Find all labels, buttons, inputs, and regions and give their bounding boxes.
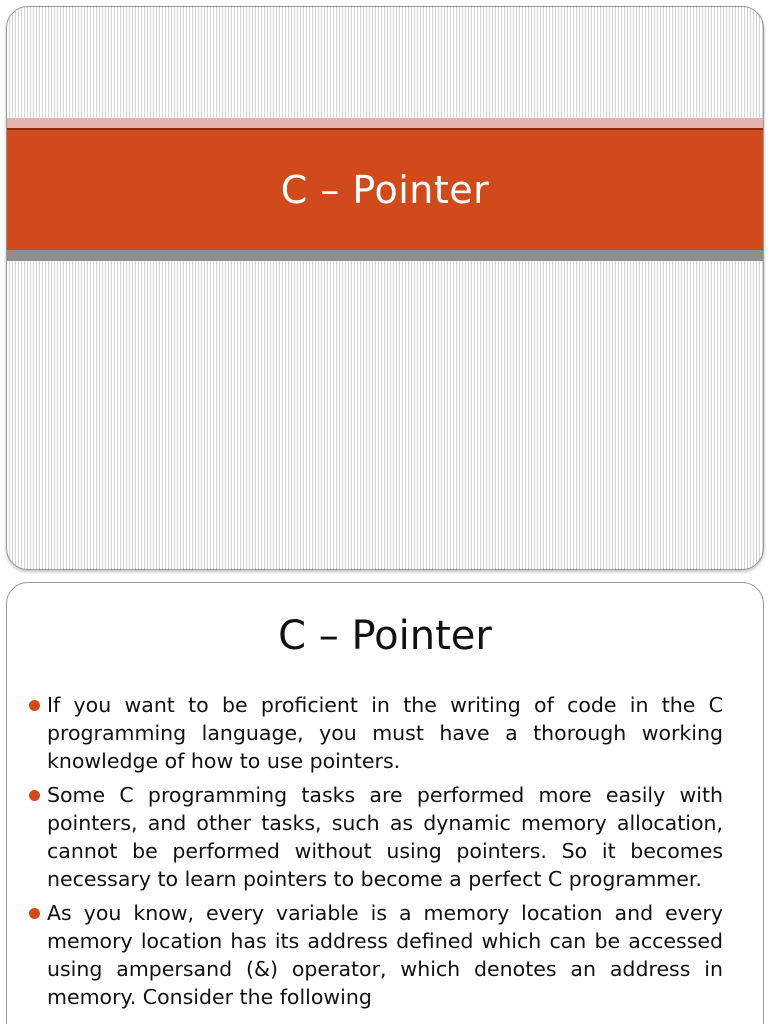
bullet-text: As you know, every variable is a memory location and every memory location has its address defined which can be accessed using ampersand (&) operator, which denotes an address in memory. Consider the following [47,901,723,1009]
bullet-list [29,691,723,1017]
bullet-item [29,899,723,1011]
title-slide [6,6,764,570]
content-slide-heading: C – Pointer [278,613,492,659]
bullet-item [29,691,723,775]
bullet-text: If you want to be proficient in the writing of code in the C programming language, you must have a thorough working knowledge of how to use pointers. [47,693,723,773]
bullet-dot-icon [29,790,40,801]
title-slide-title: C – Pointer [280,168,490,212]
title-accent-stripe-top [7,118,763,128]
bullet-item [29,781,723,893]
content-slide [6,582,764,1024]
title-band [7,128,763,250]
bullet-dot-icon [29,700,40,711]
bullet-text: Some C programming tasks are performed more easily with pointers, and other tasks, such as dynamic memory allocation, cannot be performed without using pointers. So it becomes necessary to learn pointers to become a perfect C programmer. [47,783,723,891]
bullet-dot-icon [29,908,40,919]
title-accent-stripe-bottom [7,250,763,261]
